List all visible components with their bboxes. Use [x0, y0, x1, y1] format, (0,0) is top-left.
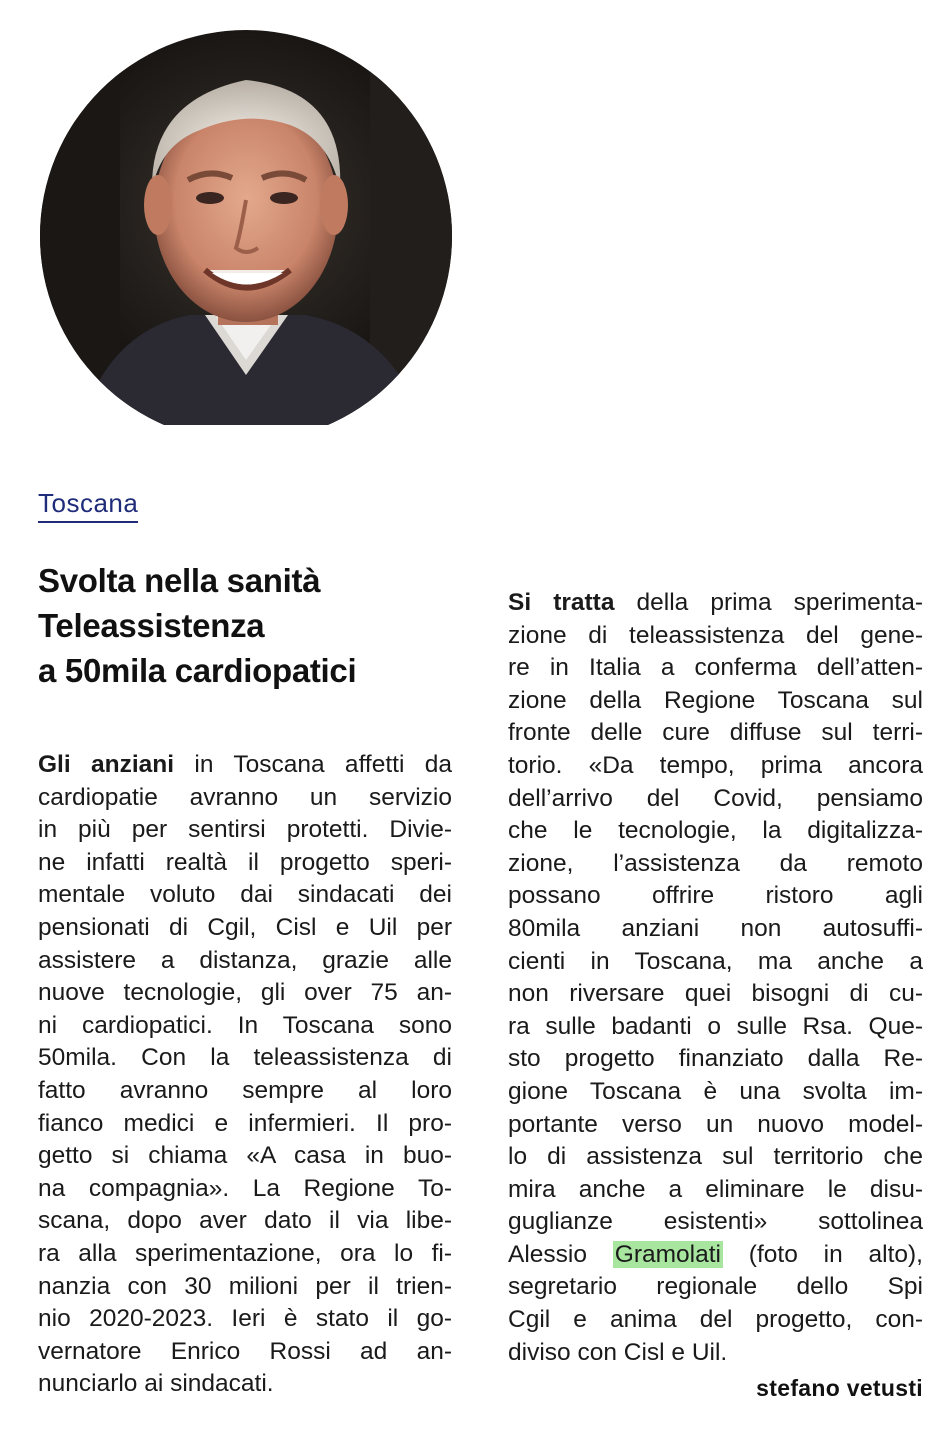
text-line: fatto avranno sempre al loro	[38, 1076, 452, 1104]
text-line: Si tratta della prima sperimenta-	[508, 589, 923, 616]
text-line: portante verso un nuovo model-	[508, 1110, 923, 1138]
text-line: dell’arrivo del Covid, pensiamo	[508, 784, 923, 812]
text-line: fianco medici e infermieri. Il pro-	[38, 1109, 452, 1137]
text-line: possano offrire ristoro agli	[508, 882, 923, 910]
lead-words: Si tratta	[508, 589, 615, 616]
article-column-left	[38, 749, 452, 1401]
text-line: zione della Regione Toscana sul	[508, 686, 923, 714]
headline-line-2: Teleassistenza	[38, 607, 265, 644]
text-line: in più per sentirsi protetti. Divie-	[38, 816, 452, 844]
text-line: nuove tecnologie, gli over 75 an-	[38, 979, 452, 1007]
text-line: nio 2020-2023. Ieri è stato il go-	[38, 1305, 452, 1333]
text-line: non riversare quei bisogni di cu-	[508, 980, 923, 1008]
portrait-photo-icon	[40, 30, 452, 425]
headline-line-1: Svolta nella sanità	[38, 562, 321, 599]
text-line: zione, l’assistenza da remoto	[508, 849, 923, 877]
text-line: re in Italia a conferma dell’atten-	[508, 654, 923, 682]
headline-line-3: a 50mila cardiopatici	[38, 652, 357, 689]
section-kicker: Toscana	[38, 488, 138, 523]
text-line: scana, dopo aver dato il via libe-	[38, 1207, 452, 1235]
text-line: gione Toscana è una svolta im-	[508, 1077, 923, 1105]
author-photo	[40, 30, 452, 425]
text-line: guglianze esistenti» sottolinea	[508, 1208, 923, 1236]
headline	[38, 558, 478, 693]
text-line: Alessio Gramolati (foto in alto),	[508, 1240, 923, 1268]
text-line: pensionati di Cgil, Cisl e Uil per	[38, 913, 452, 941]
article-column-right	[508, 587, 923, 1369]
highlighted-name: Gramolati	[614, 1240, 721, 1268]
text-line: ra sulle badanti o sulle Rsa. Que-	[508, 1012, 923, 1040]
text-line: mentale voluto dai sindacati dei	[38, 881, 452, 909]
text-line: 80mila anziani non autosuffi-	[508, 914, 923, 942]
text-line: che le tecnologie, la digitalizza-	[508, 817, 923, 845]
text-line: lo di assistenza sul territorio che	[508, 1143, 923, 1171]
text-line: ne infatti realtà il progetto speri-	[38, 848, 452, 876]
author-byline: stefano vetusti	[756, 1375, 923, 1401]
text-line: Gli anziani in Toscana affetti da	[38, 751, 452, 778]
text-line: nunciarlo ai sindacati.	[38, 1370, 274, 1398]
text-line: ni cardiopatici. In Toscana sono	[38, 1011, 452, 1039]
text-line: sto progetto finanziato dalla Re-	[508, 1045, 923, 1073]
text-line: segretario regionale dello Spi	[508, 1273, 923, 1301]
text-line: mira anche a eliminare le disu-	[508, 1175, 923, 1203]
text-line: diviso con Cisl e Uil.	[508, 1338, 728, 1366]
text-line: Cgil e anima del progetto, con-	[508, 1306, 923, 1334]
text-line: 50mila. Con la teleassistenza di	[38, 1044, 452, 1072]
text-line: cienti in Toscana, ma anche a	[508, 947, 923, 975]
text-line: getto si chiama «A casa in buo-	[38, 1142, 452, 1170]
text-line: nanzia con 30 milioni per il trien-	[38, 1272, 452, 1300]
text-line: ra alla sperimentazione, ora lo fi-	[38, 1239, 452, 1267]
text-line: vernatore Enrico Rossi ad an-	[38, 1337, 452, 1365]
text-line: cardiopatie avranno un servizio	[38, 783, 452, 811]
text-line: fronte delle cure diffuse sul terri-	[508, 719, 923, 747]
text-line: torio. «Da tempo, prima ancora	[508, 751, 923, 779]
lead-words: Gli anziani	[38, 751, 175, 778]
text-line: assistere a distanza, grazie alle	[38, 946, 452, 974]
text-line: na compagnia». La Regione To-	[38, 1174, 452, 1202]
text-line: zione di teleassistenza del gene-	[508, 621, 923, 649]
